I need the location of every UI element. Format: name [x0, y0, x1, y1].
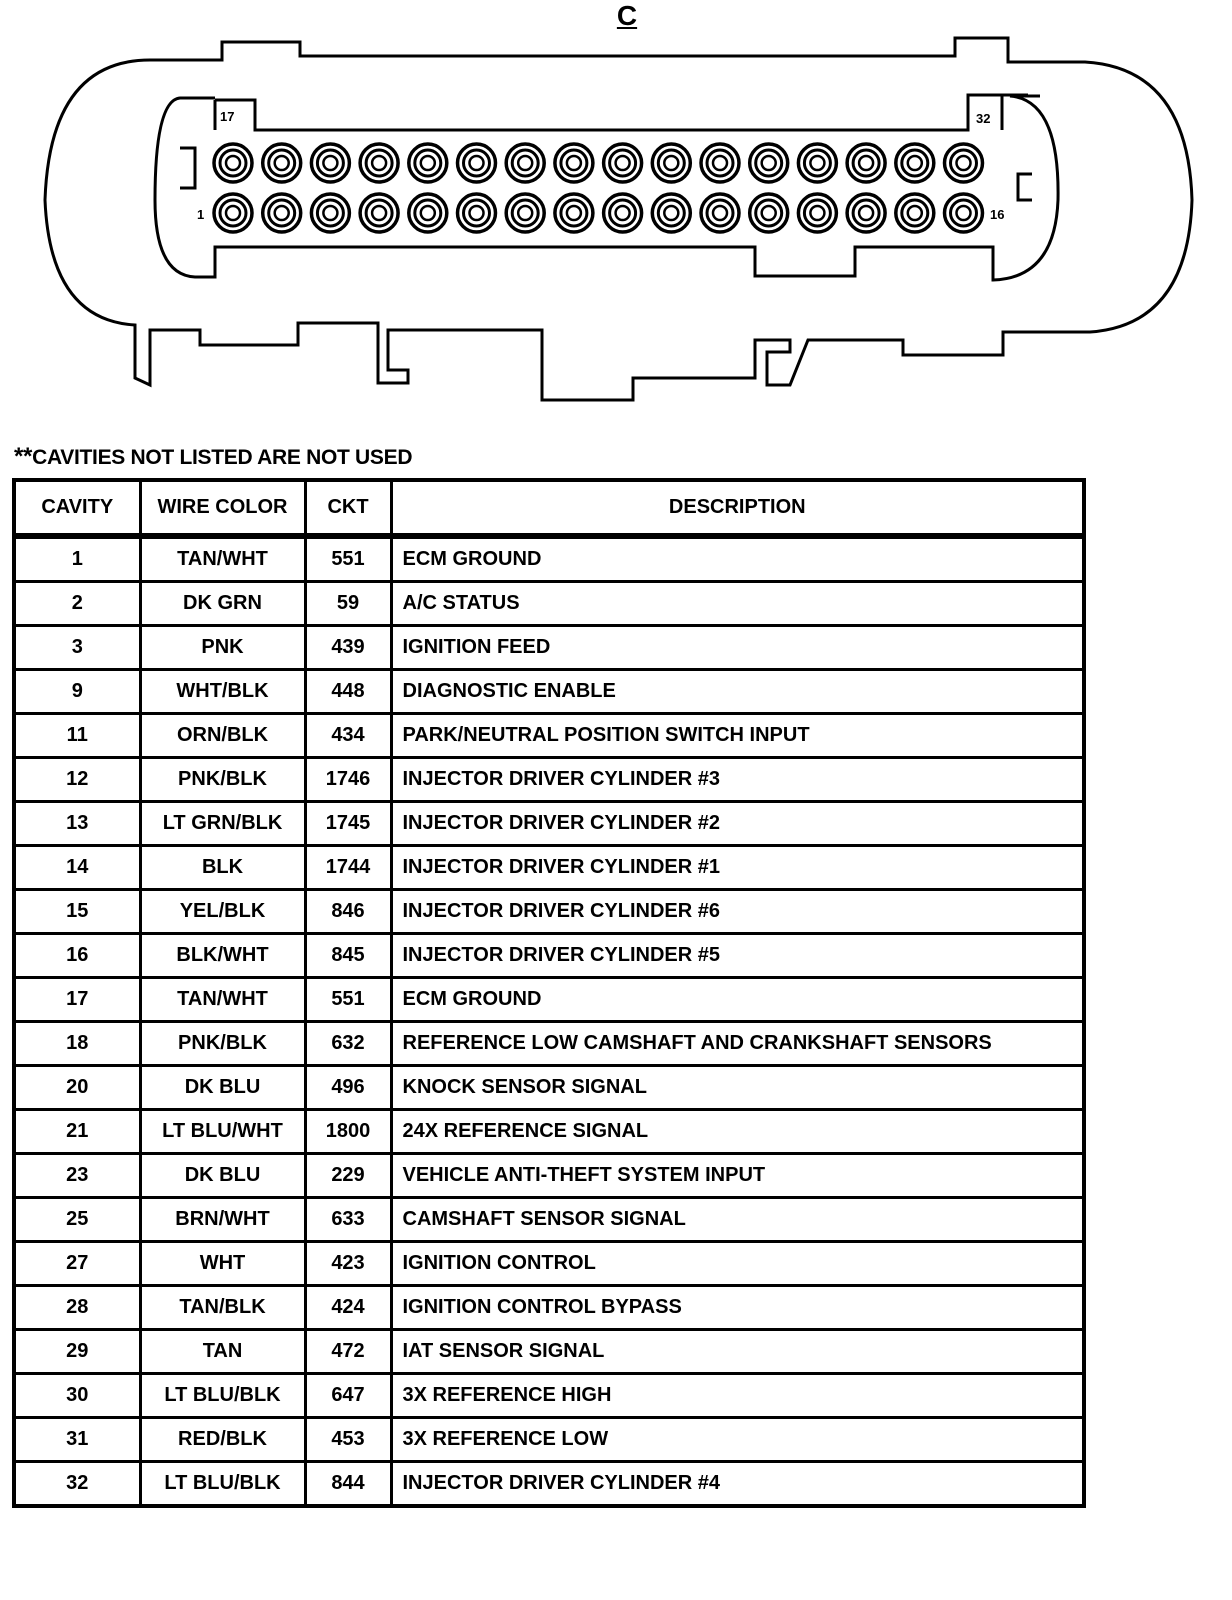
description-cell: REFERENCE LOW CAMSHAFT AND CRANKSHAFT SENSORS — [391, 1022, 1084, 1066]
pin-cavity-12 — [750, 194, 788, 232]
table-row — [14, 978, 1084, 1022]
pin-cavity-7 — [506, 194, 544, 232]
ckt-cell: 439 — [305, 626, 391, 670]
wire-color-cell: TAN/WHT — [140, 978, 305, 1022]
table-row — [14, 1242, 1084, 1286]
description-cell: INJECTOR DRIVER CYLINDER #3 — [391, 758, 1084, 802]
connector-label: C — [616, 0, 638, 31]
cavity-cell: 20 — [14, 1066, 140, 1110]
header-description: DESCRIPTION — [391, 480, 1084, 536]
wire-color-cell: LT BLU/BLK — [140, 1374, 305, 1418]
pin-cavity-27 — [701, 144, 739, 182]
description-cell: VEHICLE ANTI-THEFT SYSTEM INPUT — [391, 1154, 1084, 1198]
pinout-table — [12, 478, 1086, 1508]
table-row — [14, 846, 1084, 890]
wire-color-cell: TAN/BLK — [140, 1286, 305, 1330]
wire-color-cell: LT BLU/BLK — [140, 1462, 305, 1507]
pin-cavity-5 — [409, 194, 447, 232]
wire-color-cell: LT GRN/BLK — [140, 802, 305, 846]
wire-color-cell: BLK/WHT — [140, 934, 305, 978]
right-key — [1018, 174, 1032, 200]
wire-color-cell: DK GRN — [140, 582, 305, 626]
table-row — [14, 626, 1084, 670]
description-cell: INJECTOR DRIVER CYLINDER #4 — [391, 1462, 1084, 1507]
description-cell: DIAGNOSTIC ENABLE — [391, 670, 1084, 714]
ckt-cell: 453 — [305, 1418, 391, 1462]
table-row — [14, 536, 1084, 582]
cavity-cell: 14 — [14, 846, 140, 890]
note-text: CAVITIES NOT LISTED ARE NOT USED — [32, 446, 413, 469]
description-cell: KNOCK SENSOR SIGNAL — [391, 1066, 1084, 1110]
wire-color-cell: DK BLU — [140, 1066, 305, 1110]
cavity-cell: 2 — [14, 582, 140, 626]
description-cell: INJECTOR DRIVER CYLINDER #1 — [391, 846, 1084, 890]
pin-cavity-3 — [311, 194, 349, 232]
pin-cavity-22 — [458, 144, 496, 182]
cavity-cell: 13 — [14, 802, 140, 846]
wire-color-cell: TAN — [140, 1330, 305, 1374]
wire-color-cell: TAN/WHT — [140, 536, 305, 582]
unused-cavities-note — [14, 443, 412, 471]
ckt-cell: 59 — [305, 582, 391, 626]
pin-label-top-right: 32 — [976, 111, 991, 126]
pin-cavity-18 — [263, 144, 301, 182]
pin-cavity-17 — [214, 144, 252, 182]
wire-color-cell: DK BLU — [140, 1154, 305, 1198]
ckt-cell: 424 — [305, 1286, 391, 1330]
ckt-cell: 551 — [305, 978, 391, 1022]
ckt-cell: 632 — [305, 1022, 391, 1066]
ckt-cell: 845 — [305, 934, 391, 978]
ckt-cell: 434 — [305, 714, 391, 758]
table-row — [14, 1022, 1084, 1066]
pin-cavity-2 — [263, 194, 301, 232]
description-cell: 3X REFERENCE HIGH — [391, 1374, 1084, 1418]
cavity-cell: 30 — [14, 1374, 140, 1418]
pin-cavity-1 — [214, 194, 252, 232]
description-cell: INJECTOR DRIVER CYLINDER #5 — [391, 934, 1084, 978]
cavity-cell: 23 — [14, 1154, 140, 1198]
cavity-cell: 27 — [14, 1242, 140, 1286]
description-cell: IGNITION CONTROL — [391, 1242, 1084, 1286]
description-cell: 24X REFERENCE SIGNAL — [391, 1110, 1084, 1154]
description-cell: INJECTOR DRIVER CYLINDER #2 — [391, 802, 1084, 846]
pin-cavity-28 — [750, 144, 788, 182]
connector-pins — [214, 144, 983, 232]
ckt-cell: 1800 — [305, 1110, 391, 1154]
description-cell: IGNITION CONTROL BYPASS — [391, 1286, 1084, 1330]
ckt-cell: 1744 — [305, 846, 391, 890]
pin-label-top-left: 17 — [220, 109, 235, 124]
description-cell: IGNITION FEED — [391, 626, 1084, 670]
pin-cavity-10 — [652, 194, 690, 232]
ckt-cell: 551 — [305, 536, 391, 582]
pin-cavity-31 — [896, 144, 934, 182]
left-key — [180, 148, 195, 188]
table-row — [14, 1066, 1084, 1110]
description-cell: INJECTOR DRIVER CYLINDER #6 — [391, 890, 1084, 934]
wire-color-cell: ORN/BLK — [140, 714, 305, 758]
cavity-cell: 11 — [14, 714, 140, 758]
pin-cavity-4 — [360, 194, 398, 232]
wire-color-cell: YEL/BLK — [140, 890, 305, 934]
cavity-cell: 21 — [14, 1110, 140, 1154]
cavity-cell: 9 — [14, 670, 140, 714]
table-row — [14, 934, 1084, 978]
wire-color-cell: LT BLU/WHT — [140, 1110, 305, 1154]
header-cavity: CAVITY — [14, 480, 140, 536]
cavity-cell: 32 — [14, 1462, 140, 1507]
wire-color-cell: PNK — [140, 626, 305, 670]
table-row — [14, 1462, 1084, 1507]
cavity-cell: 18 — [14, 1022, 140, 1066]
description-cell: CAMSHAFT SENSOR SIGNAL — [391, 1198, 1084, 1242]
table-row — [14, 1418, 1084, 1462]
description-cell: ECM GROUND — [391, 978, 1084, 1022]
pin-cavity-24 — [555, 144, 593, 182]
cavity-cell: 31 — [14, 1418, 140, 1462]
pin-cavity-32 — [945, 144, 983, 182]
ckt-cell: 496 — [305, 1066, 391, 1110]
cavity-cell: 25 — [14, 1198, 140, 1242]
description-cell: 3X REFERENCE LOW — [391, 1418, 1084, 1462]
table-row — [14, 890, 1084, 934]
table-row — [14, 670, 1084, 714]
ckt-cell: 229 — [305, 1154, 391, 1198]
pin-cavity-13 — [798, 194, 836, 232]
ckt-cell: 633 — [305, 1198, 391, 1242]
description-cell: IAT SENSOR SIGNAL — [391, 1330, 1084, 1374]
pin-cavity-30 — [847, 144, 885, 182]
table-row — [14, 714, 1084, 758]
description-cell: PARK/NEUTRAL POSITION SWITCH INPUT — [391, 714, 1084, 758]
ckt-cell: 423 — [305, 1242, 391, 1286]
description-cell: ECM GROUND — [391, 536, 1084, 582]
table-row — [14, 1330, 1084, 1374]
pin-cavity-14 — [847, 194, 885, 232]
header-wire-color: WIRE COLOR — [140, 480, 305, 536]
cavity-cell: 12 — [14, 758, 140, 802]
pin-cavity-23 — [506, 144, 544, 182]
pin-cavity-16 — [945, 194, 983, 232]
description-cell: A/C STATUS — [391, 582, 1084, 626]
ckt-cell: 448 — [305, 670, 391, 714]
table-row — [14, 802, 1084, 846]
wire-color-cell: WHT — [140, 1242, 305, 1286]
pin-cavity-6 — [458, 194, 496, 232]
table-row — [14, 1154, 1084, 1198]
ckt-cell: 844 — [305, 1462, 391, 1507]
connector-diagram — [0, 0, 1232, 420]
ckt-cell: 846 — [305, 890, 391, 934]
pin-cavity-26 — [652, 144, 690, 182]
cavity-cell: 16 — [14, 934, 140, 978]
wire-color-cell: BRN/WHT — [140, 1198, 305, 1242]
cavity-cell: 3 — [14, 626, 140, 670]
cavity-cell: 17 — [14, 978, 140, 1022]
cavity-cell: 29 — [14, 1330, 140, 1374]
table-row — [14, 1374, 1084, 1418]
wire-color-cell: PNK/BLK — [140, 1022, 305, 1066]
cavity-cell: 28 — [14, 1286, 140, 1330]
pin-cavity-9 — [604, 194, 642, 232]
pin-label-bottom-left: 1 — [197, 207, 205, 222]
pin-cavity-8 — [555, 194, 593, 232]
pin-cavity-29 — [798, 144, 836, 182]
table-row — [14, 1198, 1084, 1242]
wire-color-cell: WHT/BLK — [140, 670, 305, 714]
table-header-row — [14, 480, 1084, 536]
pin-cavity-20 — [360, 144, 398, 182]
wire-color-cell: BLK — [140, 846, 305, 890]
ckt-cell: 1746 — [305, 758, 391, 802]
ckt-cell: 1745 — [305, 802, 391, 846]
note-stars: ** — [14, 443, 33, 470]
pin-cavity-25 — [604, 144, 642, 182]
pin-cavity-19 — [311, 144, 349, 182]
pin-cavity-11 — [701, 194, 739, 232]
table-row — [14, 582, 1084, 626]
table-row — [14, 1110, 1084, 1154]
table-row — [14, 1286, 1084, 1330]
wire-color-cell: RED/BLK — [140, 1418, 305, 1462]
ckt-cell: 647 — [305, 1374, 391, 1418]
cavity-cell: 1 — [14, 536, 140, 582]
pin-label-bottom-right: 16 — [990, 207, 1005, 222]
pin-cavity-21 — [409, 144, 447, 182]
ckt-cell: 472 — [305, 1330, 391, 1374]
cavity-cell: 15 — [14, 890, 140, 934]
header-ckt: CKT — [305, 480, 391, 536]
wire-color-cell: PNK/BLK — [140, 758, 305, 802]
table-row — [14, 758, 1084, 802]
pin-cavity-15 — [896, 194, 934, 232]
connector-inner-housing — [155, 96, 1058, 280]
